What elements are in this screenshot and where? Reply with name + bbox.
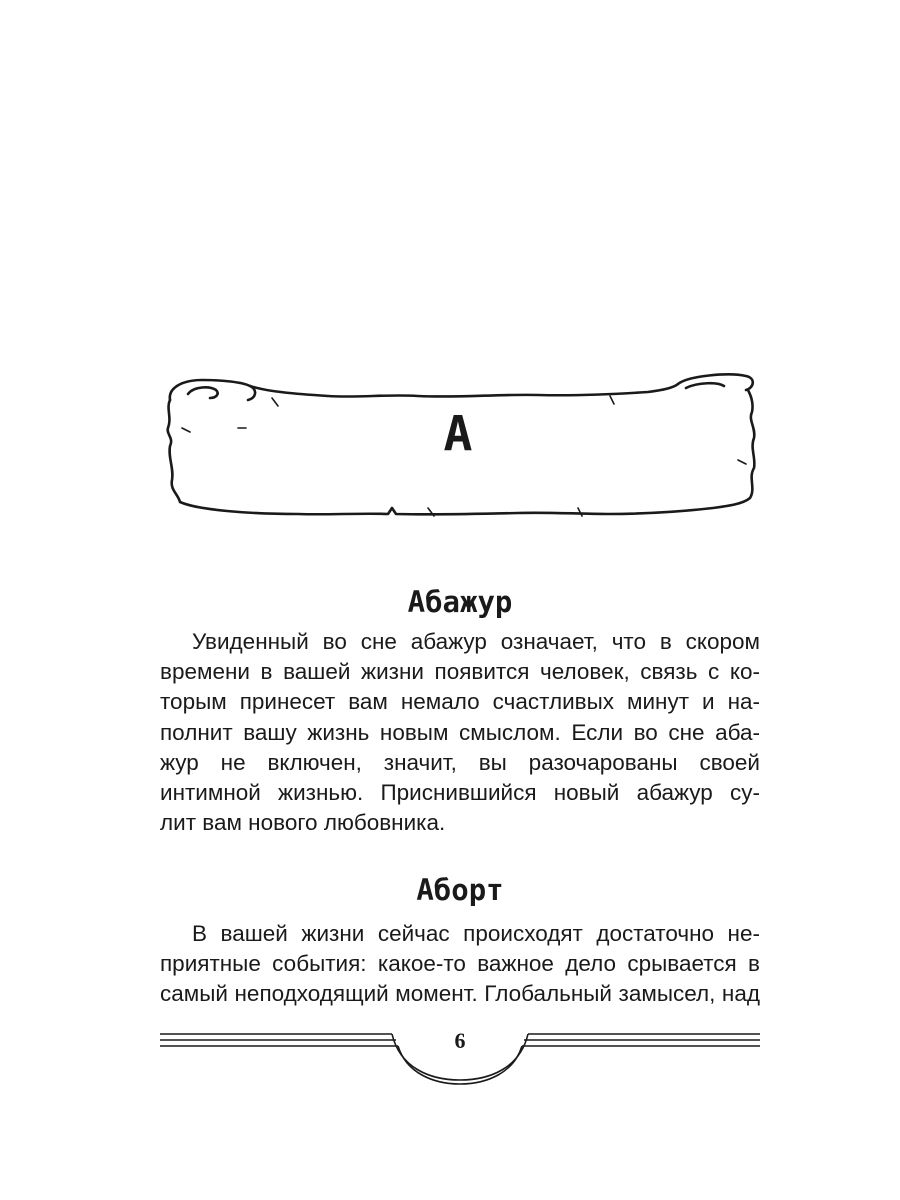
entry-text-abort xyxy=(160,919,760,1010)
text-line: Увиденный во сне абажур означает, что в скором xyxy=(192,629,760,654)
text-line: времени в вашей жизни появится человек, связь с ко- xyxy=(160,659,760,685)
section-banner-scroll xyxy=(158,368,758,530)
text-line: интимной жизнью. Приснившийся новый абажур су- xyxy=(160,780,760,806)
page-footer xyxy=(160,1020,760,1090)
text-line: приятные события: какое-то важное дело срывается в xyxy=(160,951,760,977)
text-line: лит вам нового любовника. xyxy=(160,810,446,836)
entry-title-abazhur: Абажур xyxy=(407,585,513,619)
text-line: жур не включен, значит, вы разочарованы своей xyxy=(160,749,760,775)
entry-text-abazhur xyxy=(160,627,760,838)
text-line: полнит вашу жизнь новым смыслом. Если во сне аба- xyxy=(160,719,760,745)
entry-title-abort: Аборт xyxy=(416,873,504,907)
section-letter: А xyxy=(443,406,473,462)
text-line: В вашей жизни сейчас происходят достаточно не- xyxy=(192,921,760,946)
text-line: самый неподходящий момент. Глобальный замысел, над xyxy=(160,981,760,1007)
text-line: торым принесет вам немало счастливых минут и на- xyxy=(160,689,760,715)
page-number: 6 xyxy=(454,1028,466,1053)
